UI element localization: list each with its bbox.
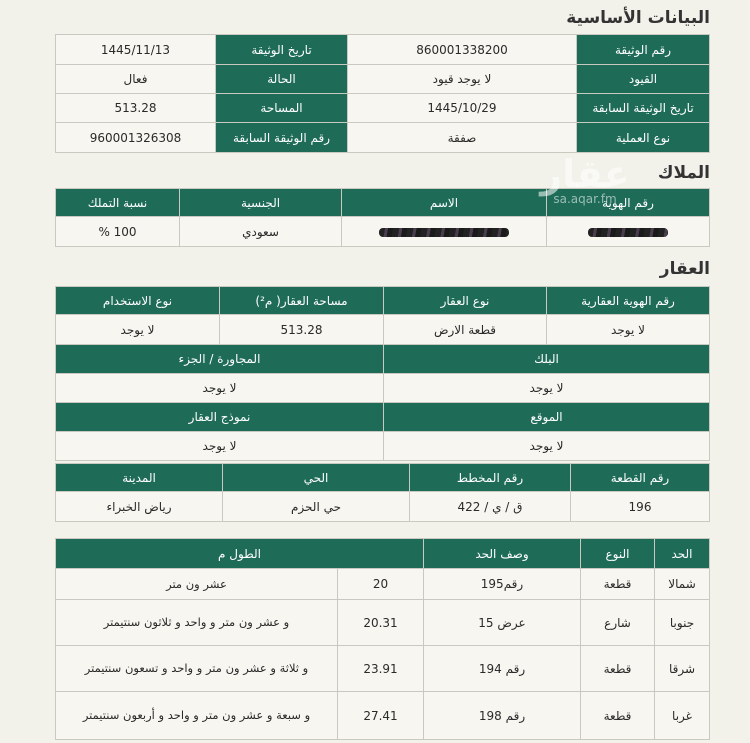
owner-nationality-value: سعودي: [180, 217, 342, 247]
table-row: [56, 569, 710, 600]
property-type-value: قطعة الارض: [384, 315, 547, 345]
table-row: [56, 315, 710, 345]
borders-table: [55, 538, 710, 740]
restrictions-label: القيود: [577, 65, 710, 94]
doc-number-label: رقم الوثيقة: [577, 35, 710, 65]
block-header: البلك: [384, 345, 710, 374]
border-desc: رقم 194: [424, 646, 581, 692]
table-row: [56, 539, 710, 569]
owner-name-header: الاسم: [342, 189, 547, 217]
border-desc: عرض 15: [424, 600, 581, 646]
doc-date-label: تاريخ الوثيقة: [216, 35, 348, 65]
border-length-words: و عشر ون متر و واحد و ثلاثون سنتيمتر: [56, 600, 338, 646]
border-length: 27.41: [338, 692, 424, 740]
border-length-words: و ثلاثة و عشر ون متر و واحد و تسعون سنتيمتر: [56, 646, 338, 692]
border-side-header: الحد: [655, 539, 710, 569]
property-id-header: رقم الهوية العقارية: [547, 287, 710, 315]
owner-name-redacted: [342, 217, 547, 247]
table-row: [56, 464, 710, 492]
location-header: الموقع: [384, 403, 710, 432]
property-model-header: نموذج العقار: [56, 403, 384, 432]
border-type: قطعة: [581, 692, 655, 740]
owner-share-header: نسبة التملك: [56, 189, 180, 217]
city-header: المدينة: [56, 464, 223, 492]
restrictions-value: لا يوجد قيود: [348, 65, 577, 94]
border-desc-header: وصف الحد: [424, 539, 581, 569]
property-id-value: لا يوجد: [547, 315, 710, 345]
table-row: [56, 692, 710, 740]
area-label: المساحة: [216, 94, 348, 123]
location-value: لا يوجد: [384, 432, 710, 461]
table-row: [56, 65, 710, 94]
table-row: [56, 345, 710, 374]
usage-type-value: لا يوجد: [56, 315, 220, 345]
owner-share-value: 100 %: [56, 217, 180, 247]
border-length: 20.31: [338, 600, 424, 646]
basic-data-title: البيانات الأساسية: [566, 8, 710, 28]
table-row: [56, 35, 710, 65]
basic-data-table: [55, 34, 710, 153]
usage-type-header: نوع الاستخدام: [56, 287, 220, 315]
plan-number-value: ق / ي / 422: [410, 492, 571, 522]
plan-number-header: رقم المخطط: [410, 464, 571, 492]
block-value: لا يوجد: [384, 374, 710, 403]
owner-id-redacted: [547, 217, 710, 247]
border-type: شارع: [581, 600, 655, 646]
owner-nationality-header: الجنسية: [180, 189, 342, 217]
table-row: [56, 600, 710, 646]
border-desc: رقم195: [424, 569, 581, 600]
city-value: رياض الخبراء: [56, 492, 223, 522]
aqar-watermark: عقار sa.aqar.fm: [540, 152, 630, 206]
plot-table: [55, 463, 710, 522]
border-type: قطعة: [581, 569, 655, 600]
table-row: [56, 94, 710, 123]
prev-doc-date-value: 1445/10/29: [348, 94, 577, 123]
property-area-value: 513.28: [220, 315, 384, 345]
property-area-header: مساحة العقار( م²): [220, 287, 384, 315]
neighbourhood-part-value: لا يوجد: [56, 374, 384, 403]
table-row: [56, 403, 710, 432]
prev-doc-number-label: رقم الوثيقة السابقة: [216, 123, 348, 153]
district-value: حي الحزم: [223, 492, 410, 522]
status-label: الحالة: [216, 65, 348, 94]
area-value: 513.28: [56, 94, 216, 123]
property-type-header: نوع العقار: [384, 287, 547, 315]
property-model-value: لا يوجد: [56, 432, 384, 461]
border-type-header: النوع: [581, 539, 655, 569]
plot-number-value: 196: [571, 492, 710, 522]
table-row: [56, 492, 710, 522]
prev-doc-number-value: 960001326308: [56, 123, 216, 153]
neighbourhood-part-header: المجاورة / الجزء: [56, 345, 384, 374]
border-length: 23.91: [338, 646, 424, 692]
border-length-header: الطول م: [56, 539, 424, 569]
property-table: [55, 286, 710, 461]
owner-id-header: رقم الهوية: [547, 189, 710, 217]
owners-title: الملاك: [657, 163, 710, 183]
plot-number-header: رقم القطعة: [571, 464, 710, 492]
border-desc: رقم 198: [424, 692, 581, 740]
table-row: [56, 646, 710, 692]
border-side: جنوبا: [655, 600, 710, 646]
border-side: غربا: [655, 692, 710, 740]
doc-number-value: 860001338200: [348, 35, 577, 65]
table-row: [56, 432, 710, 461]
table-row: [56, 123, 710, 153]
owners-table: [55, 188, 710, 247]
table-row: [56, 374, 710, 403]
district-header: الحي: [223, 464, 410, 492]
border-length: 20: [338, 569, 424, 600]
prev-doc-date-label: تاريخ الوثيقة السابقة: [577, 94, 710, 123]
table-row: [56, 287, 710, 315]
border-length-words: عشر ون متر: [56, 569, 338, 600]
border-side: شرقا: [655, 646, 710, 692]
table-row: [56, 189, 710, 217]
status-value: فعال: [56, 65, 216, 94]
table-row: [56, 217, 710, 247]
operation-type-label: نوع العملية: [577, 123, 710, 153]
doc-date-value: 1445/11/13: [56, 35, 216, 65]
border-type: قطعة: [581, 646, 655, 692]
property-title: العقار: [659, 259, 710, 279]
border-side: شمالا: [655, 569, 710, 600]
border-length-words: و سبعة و عشر ون متر و واحد و أربعون سنتيمتر: [56, 692, 338, 740]
operation-type-value: صفقة: [348, 123, 577, 153]
